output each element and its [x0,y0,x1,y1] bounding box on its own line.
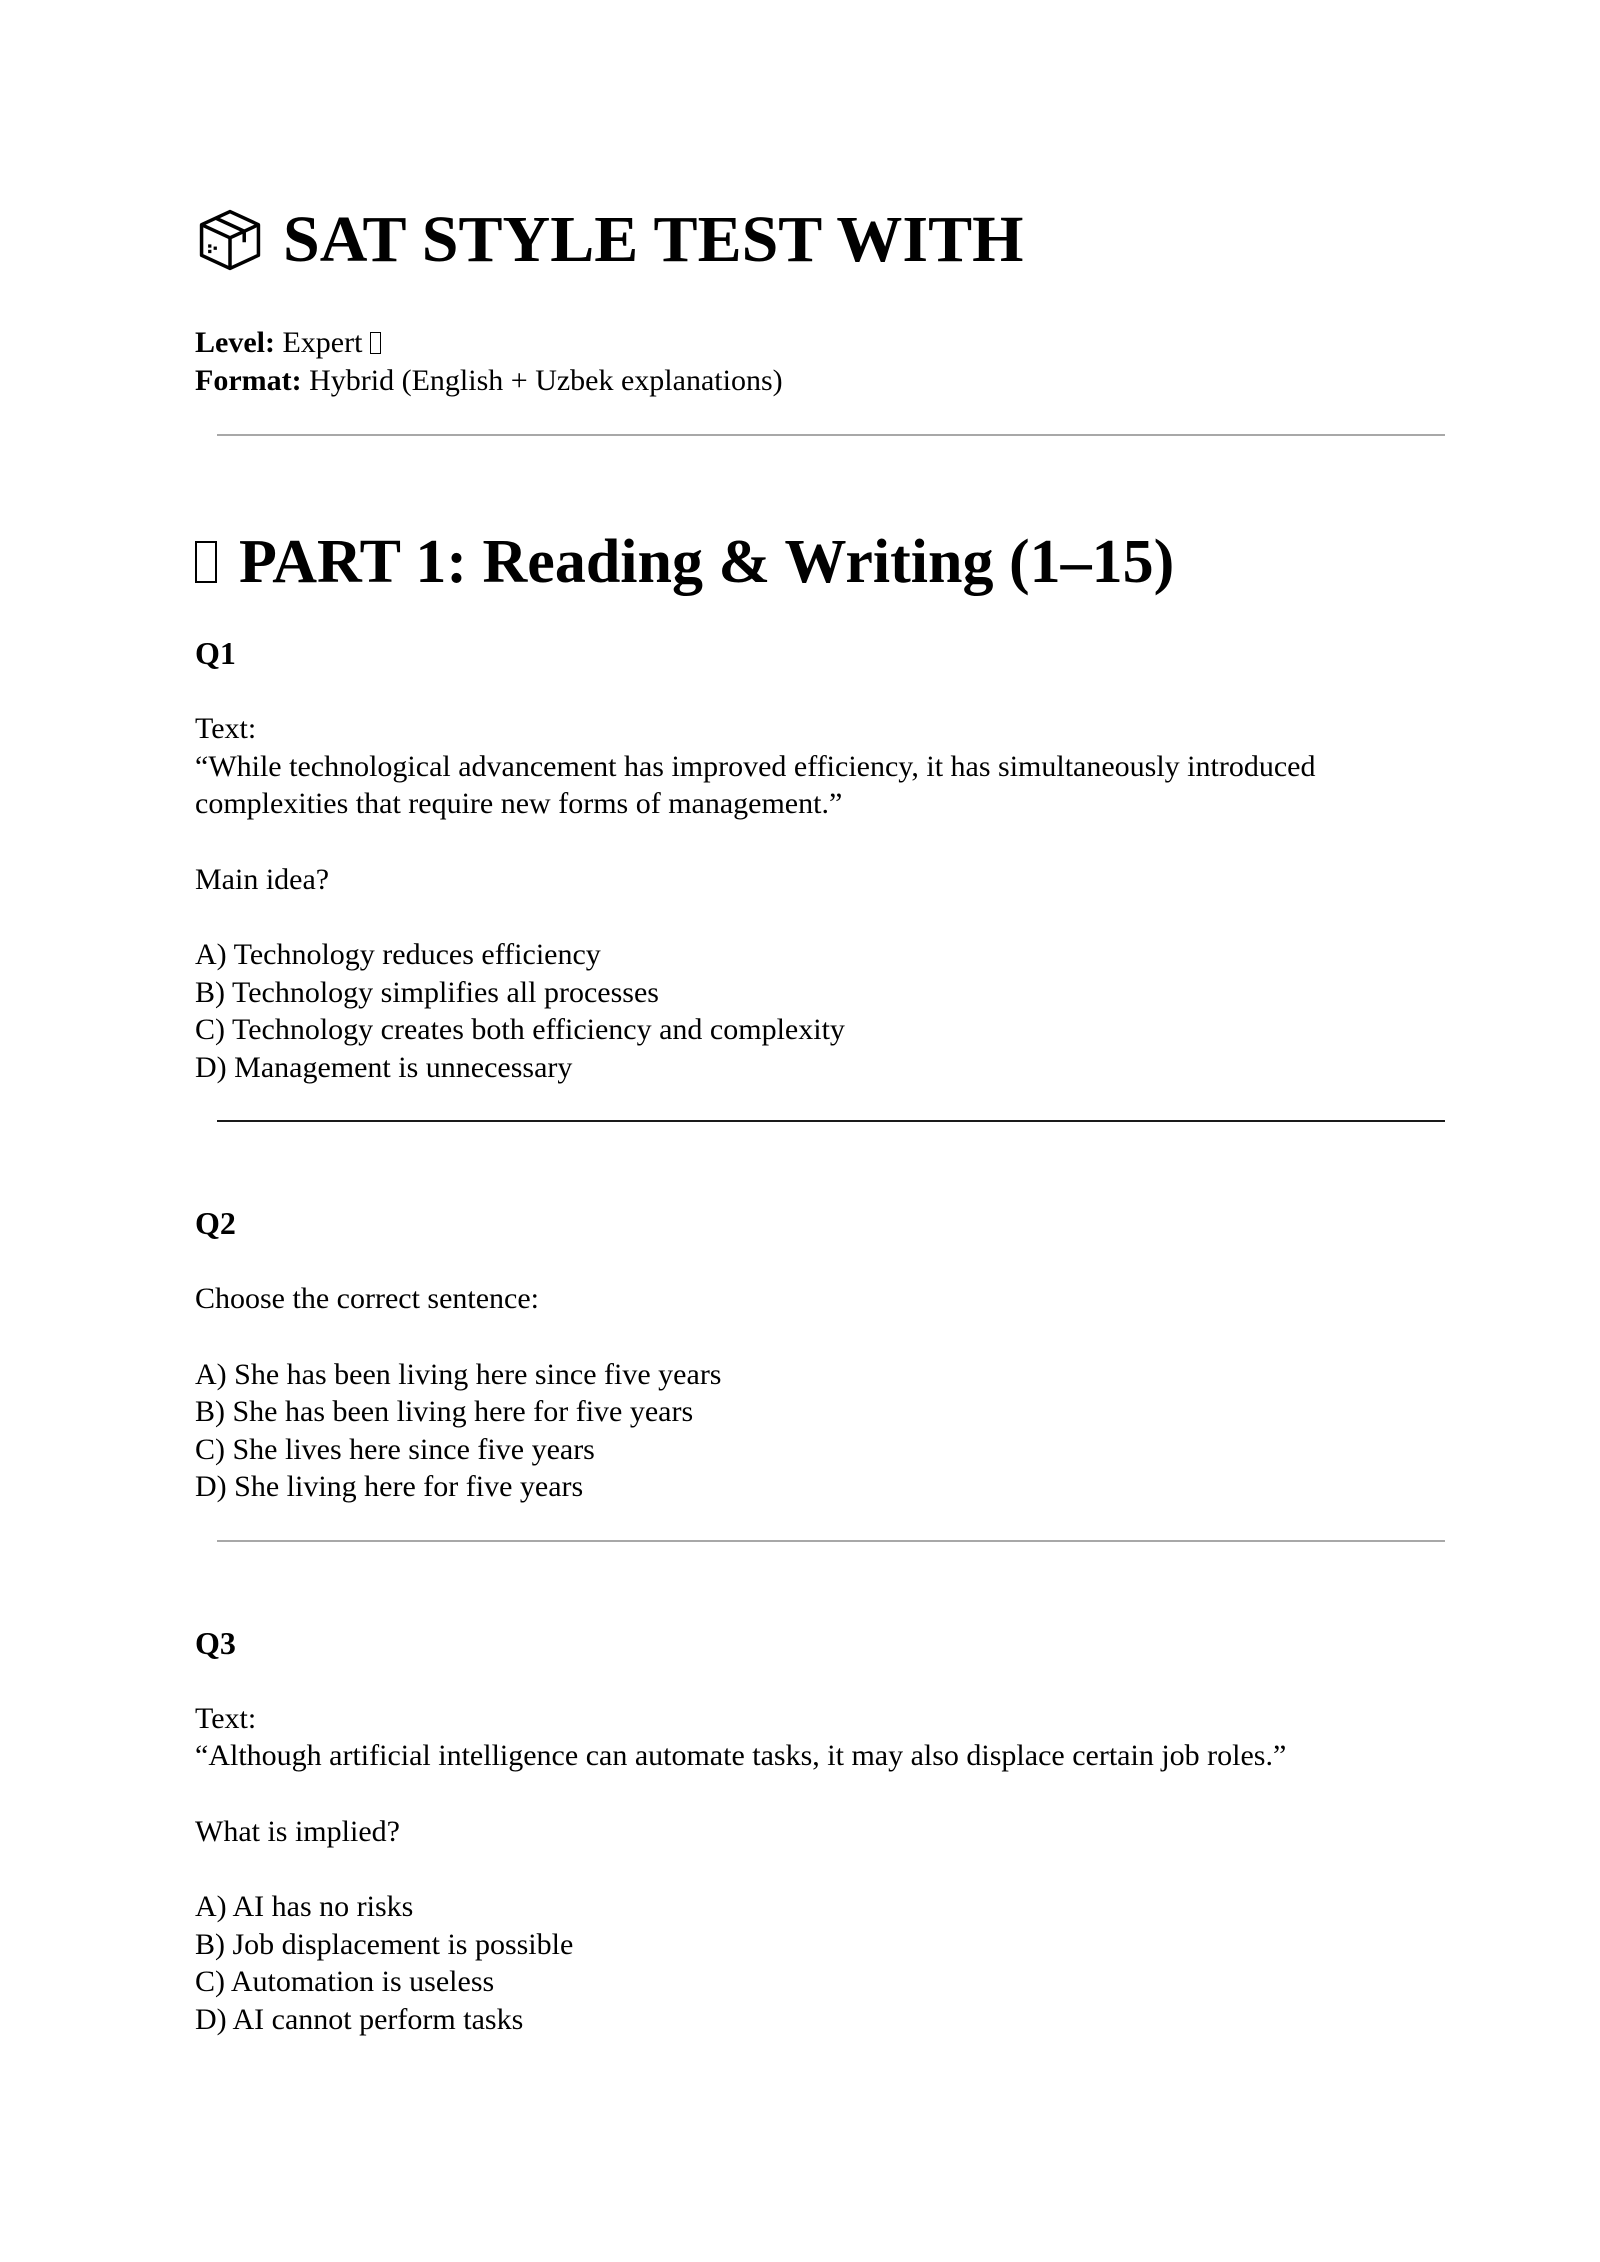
passage-text: “Although artificial intelligence can automate tasks, it may also displace certain job roles.” [195,1739,1287,1772]
document-meta [195,324,1445,400]
level-value: Expert [282,326,363,359]
question-passage [195,1700,1445,1775]
document-page [195,200,1445,2038]
answer-option: B) She has been living here for five years [195,1395,694,1428]
answer-option: A) AI has no risks [195,1890,414,1923]
passage-text: “While technological advancement has improved efficiency, it has simultaneously introduced complexities that require new forms of management.” [195,749,1316,820]
text-label: Text: [195,712,257,745]
question-number: Q1 [195,635,236,671]
section-divider [217,434,1445,436]
question-number: Q2 [195,1205,236,1241]
answer-option: C) Technology creates both efficiency and complexity [195,1013,845,1046]
question-divider [217,1540,1445,1542]
answer-options [195,1888,1445,2038]
question-number: Q3 [195,1624,236,1661]
format-value: Hybrid (English + Uzbek explanations) [309,364,783,397]
text-label: Text: [195,1701,257,1735]
level-label: Level: [195,326,275,359]
answer-option: C) She lives here since five years [195,1432,595,1466]
answer-option: C) Automation is useless [195,1965,495,1998]
answer-option: D) Management is unnecessary [195,1050,573,1084]
answer-option: B) Job displacement is possible [195,1927,574,1961]
question-prompt: What is implied? [195,1814,400,1848]
question-block-q3 [195,1624,1445,2039]
missing-glyph-icon [370,332,381,354]
question-passage [195,710,1445,823]
part-title [195,524,1445,600]
question-prompt: Main idea? [195,862,330,896]
question-divider [217,1120,1445,1122]
format-label: Format: [195,364,302,397]
format-line [195,362,1445,400]
answer-option: D) AI cannot perform tasks [195,2002,524,2036]
answer-options [195,1356,1445,1506]
part-title-text: PART 1: Reading & Writing (1–15) [239,528,1175,596]
question-block-q2 [195,1204,1445,1506]
answer-option: A) Technology reduces efficiency [195,938,601,971]
missing-glyph-icon [195,541,217,583]
package-box-icon [195,205,265,275]
answer-option: A) She has been living here since five years [195,1357,722,1391]
answer-option: D) She living here for five years [195,1470,584,1503]
answer-option: B) Technology simplifies all processes [195,975,659,1009]
question-block-q1 [195,634,1445,1086]
document-title [195,200,1445,280]
answer-options [195,936,1445,1086]
level-line [195,324,1445,362]
document-title-text: SAT STYLE TEST WITH [283,203,1024,276]
question-prompt: Choose the correct sentence: [195,1282,540,1315]
